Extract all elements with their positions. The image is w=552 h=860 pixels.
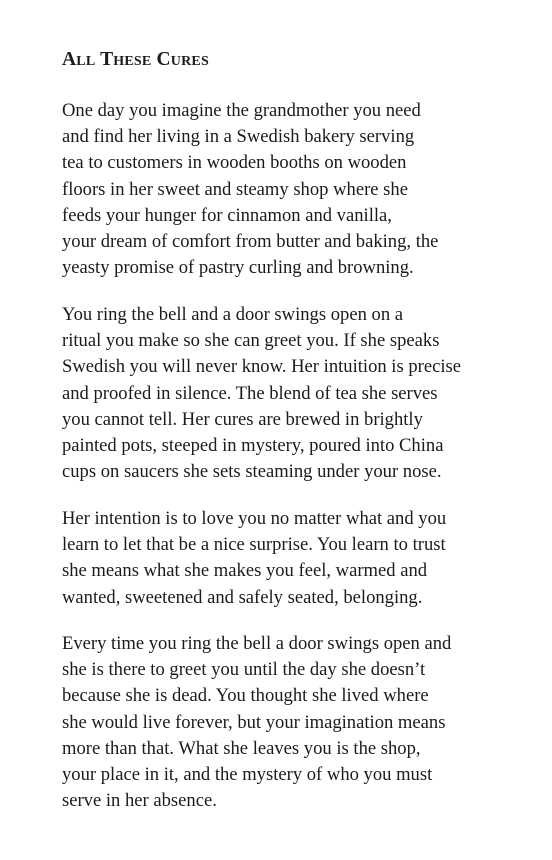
poem-line: because she is dead. You thought she lived where — [62, 685, 429, 707]
poem-line: and find her living in a Swedish bakery serving — [62, 126, 415, 148]
poem-line: painted pots, steeped in mystery, poured into China — [62, 435, 444, 457]
stanza-1 — [62, 98, 438, 281]
stanza-3 — [62, 506, 446, 611]
poem-line: you cannot tell. Her cures are brewed in brightly — [62, 408, 423, 430]
poem-line: your place in it, and the mystery of who you must — [62, 764, 433, 786]
poem-line: learn to let that be a nice surprise. You learn to trust — [62, 534, 446, 556]
poem-line: yeasty promise of pastry curling and browning. — [62, 257, 414, 279]
poem-line: cups on saucers she sets steaming under your nose. — [62, 461, 442, 483]
poem-line: floors in her sweet and steamy shop where she — [62, 178, 408, 200]
poem-line: ritual you make so she can greet you. If she speaks — [62, 330, 440, 352]
poem-line: feeds your hunger for cinnamon and vanilla, — [62, 204, 392, 226]
poem-line: wanted, sweetened and safely seated, belonging. — [62, 586, 423, 608]
poem-line: Her intention is to love you no matter what and you — [62, 508, 447, 529]
poem-line: she is there to greet you until the day she doesn’t — [62, 659, 426, 681]
poem-line: serve in her absence. — [62, 790, 217, 812]
poem-line: tea to customers in wooden booths on wooden — [62, 152, 407, 174]
poem-line: and proofed in silence. The blend of tea she serves — [62, 382, 438, 404]
stanza-4 — [62, 631, 451, 814]
poem-line: Swedish you will never know. Her intuition is precise — [62, 356, 462, 378]
stanza-2 — [62, 302, 461, 485]
poem-line: she means what she makes you feel, warmed and — [62, 560, 428, 582]
poem-line: she would live forever, but your imagination means — [62, 711, 446, 733]
poem-line: Every time you ring the bell a door swings open and — [62, 633, 452, 654]
poem-line: One day you imagine the grandmother you need — [62, 100, 421, 121]
poem-line: You ring the bell and a door swings open on a — [62, 304, 404, 325]
poem-title: All These Cures — [62, 49, 209, 70]
poem-line: more than that. What she leaves you is the shop, — [62, 737, 421, 759]
poem-line: your dream of comfort from butter and baking, the — [62, 231, 439, 253]
